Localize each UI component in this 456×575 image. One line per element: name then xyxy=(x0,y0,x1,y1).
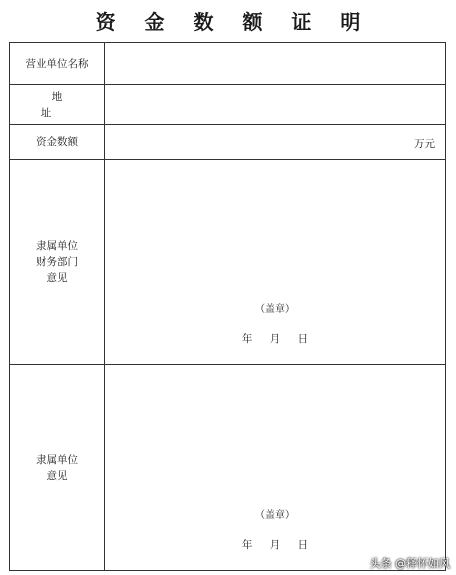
row-affiliated-unit-opinion xyxy=(10,364,445,570)
label-address: 地 址 xyxy=(10,85,105,124)
label-line: 意见 xyxy=(46,272,68,284)
label-line: 隶属单位 xyxy=(36,453,78,466)
seal-placeholder: （盖章） xyxy=(255,304,295,315)
amount-unit: 万元 xyxy=(414,138,435,150)
row-address xyxy=(10,84,445,124)
field-amount[interactable] xyxy=(105,125,445,159)
date-line: 年 月 日 xyxy=(241,539,309,551)
row-business-name xyxy=(10,43,445,84)
field-address[interactable] xyxy=(105,85,445,124)
date-line: 年 月 日 xyxy=(241,333,309,345)
label-line: 意见 xyxy=(46,469,68,482)
label-finance-dept-opinion xyxy=(10,160,105,364)
label-line: 财务部门 xyxy=(36,256,78,268)
field-affiliated-unit-opinion[interactable] xyxy=(105,365,445,570)
seal-placeholder: （盖章） xyxy=(255,510,295,521)
field-business-name[interactable] xyxy=(105,43,445,84)
row-amount xyxy=(10,124,445,159)
label-business-name: 营业单位名称 xyxy=(10,43,105,84)
watermark: 头条 @释怀如风 xyxy=(369,557,450,570)
row-finance-dept-opinion xyxy=(10,159,445,364)
label-affiliated-unit-opinion xyxy=(10,365,105,570)
label-line: 隶属单位 xyxy=(36,240,78,252)
field-finance-dept-opinion[interactable] xyxy=(105,160,445,364)
document-title: 资 金 数 额 证 明 xyxy=(95,10,372,34)
certificate-form-table xyxy=(9,42,446,571)
label-amount: 资金数额 xyxy=(10,125,105,159)
